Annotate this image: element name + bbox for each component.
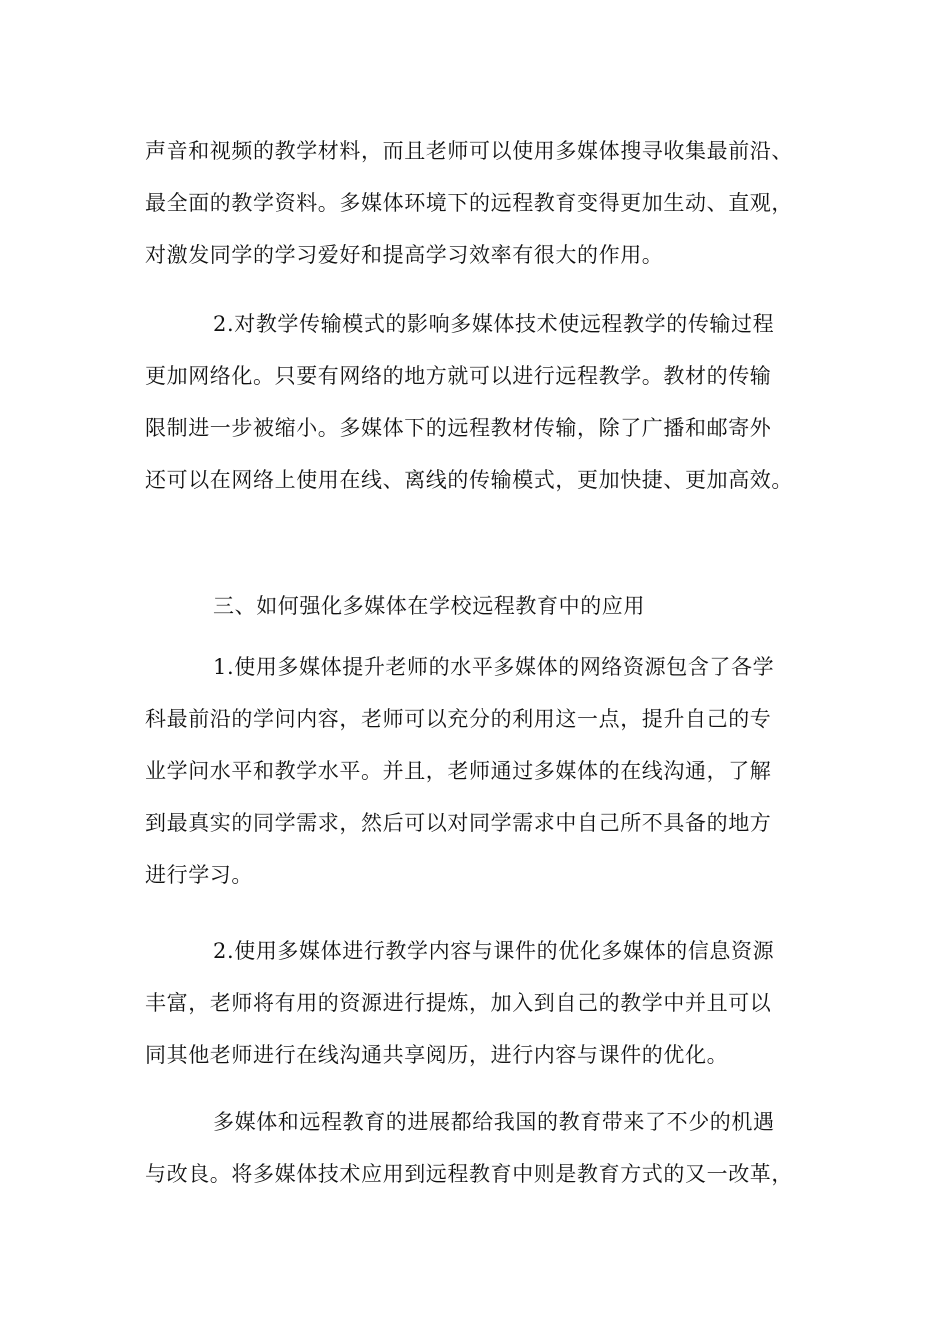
text-line: 声音和视频的教学材料，而且老师可以使用多媒体搜寻收集最前沿、 [145, 139, 793, 163]
text-line: 还可以在网络上使用在线、离线的传输模式，更加快捷、更加高效。 [145, 468, 793, 492]
text-line: 2.对教学传输模式的影响多媒体技术使远程教学的传输过程 [213, 312, 775, 336]
paragraph-2 [145, 298, 835, 506]
text-line: 多媒体和远程教育的进展都给我国的教育带来了不少的机遇 [213, 1110, 775, 1134]
text-line: 限制进一步被缩小。多媒体下的远程教材传输，除了广播和邮寄外 [145, 416, 772, 440]
text-line: 最全面的教学资料。多媒体环境下的远程教育变得更加生动、直观， [145, 191, 793, 215]
text-line: 对激发同学的学习爱好和提高学习效率有很大的作用。 [145, 243, 664, 267]
text-line: 进行学习。 [145, 863, 253, 887]
section-heading [145, 580, 835, 632]
text-line: 到最真实的同学需求，然后可以对同学需求中自己所不具备的地方 [145, 811, 772, 835]
paragraph-1 [145, 125, 835, 281]
paragraph-4 [145, 925, 835, 1081]
text-line: 业学问水平和教学水平。并且，老师通过多媒体的在线沟通，了解 [145, 759, 772, 783]
text-line: 2.使用多媒体进行教学内容与课件的优化多媒体的信息资源 [213, 939, 775, 963]
text-line: 1.使用多媒体提升老师的水平多媒体的网络资源包含了各学 [213, 655, 775, 679]
paragraph-3 [145, 641, 835, 901]
text-line: 三、如何强化多媒体在学校远程教育中的应用 [213, 594, 645, 618]
text-line: 与改良。将多媒体技术应用到远程教育中则是教育方式的又一改革， [145, 1162, 793, 1186]
text-line: 丰富，老师将有用的资源进行提炼，加入到自己的教学中并且可以 [145, 991, 772, 1015]
paragraph-5 [145, 1096, 835, 1200]
text-line: 同其他老师进行在线沟通共享阅历，进行内容与课件的优化。 [145, 1043, 729, 1067]
text-line: 更加网络化。只要有网络的地方就可以进行远程教学。教材的传输 [145, 364, 772, 388]
text-line: 科最前沿的学问内容，老师可以充分的利用这一点，提升自己的专 [145, 707, 772, 731]
